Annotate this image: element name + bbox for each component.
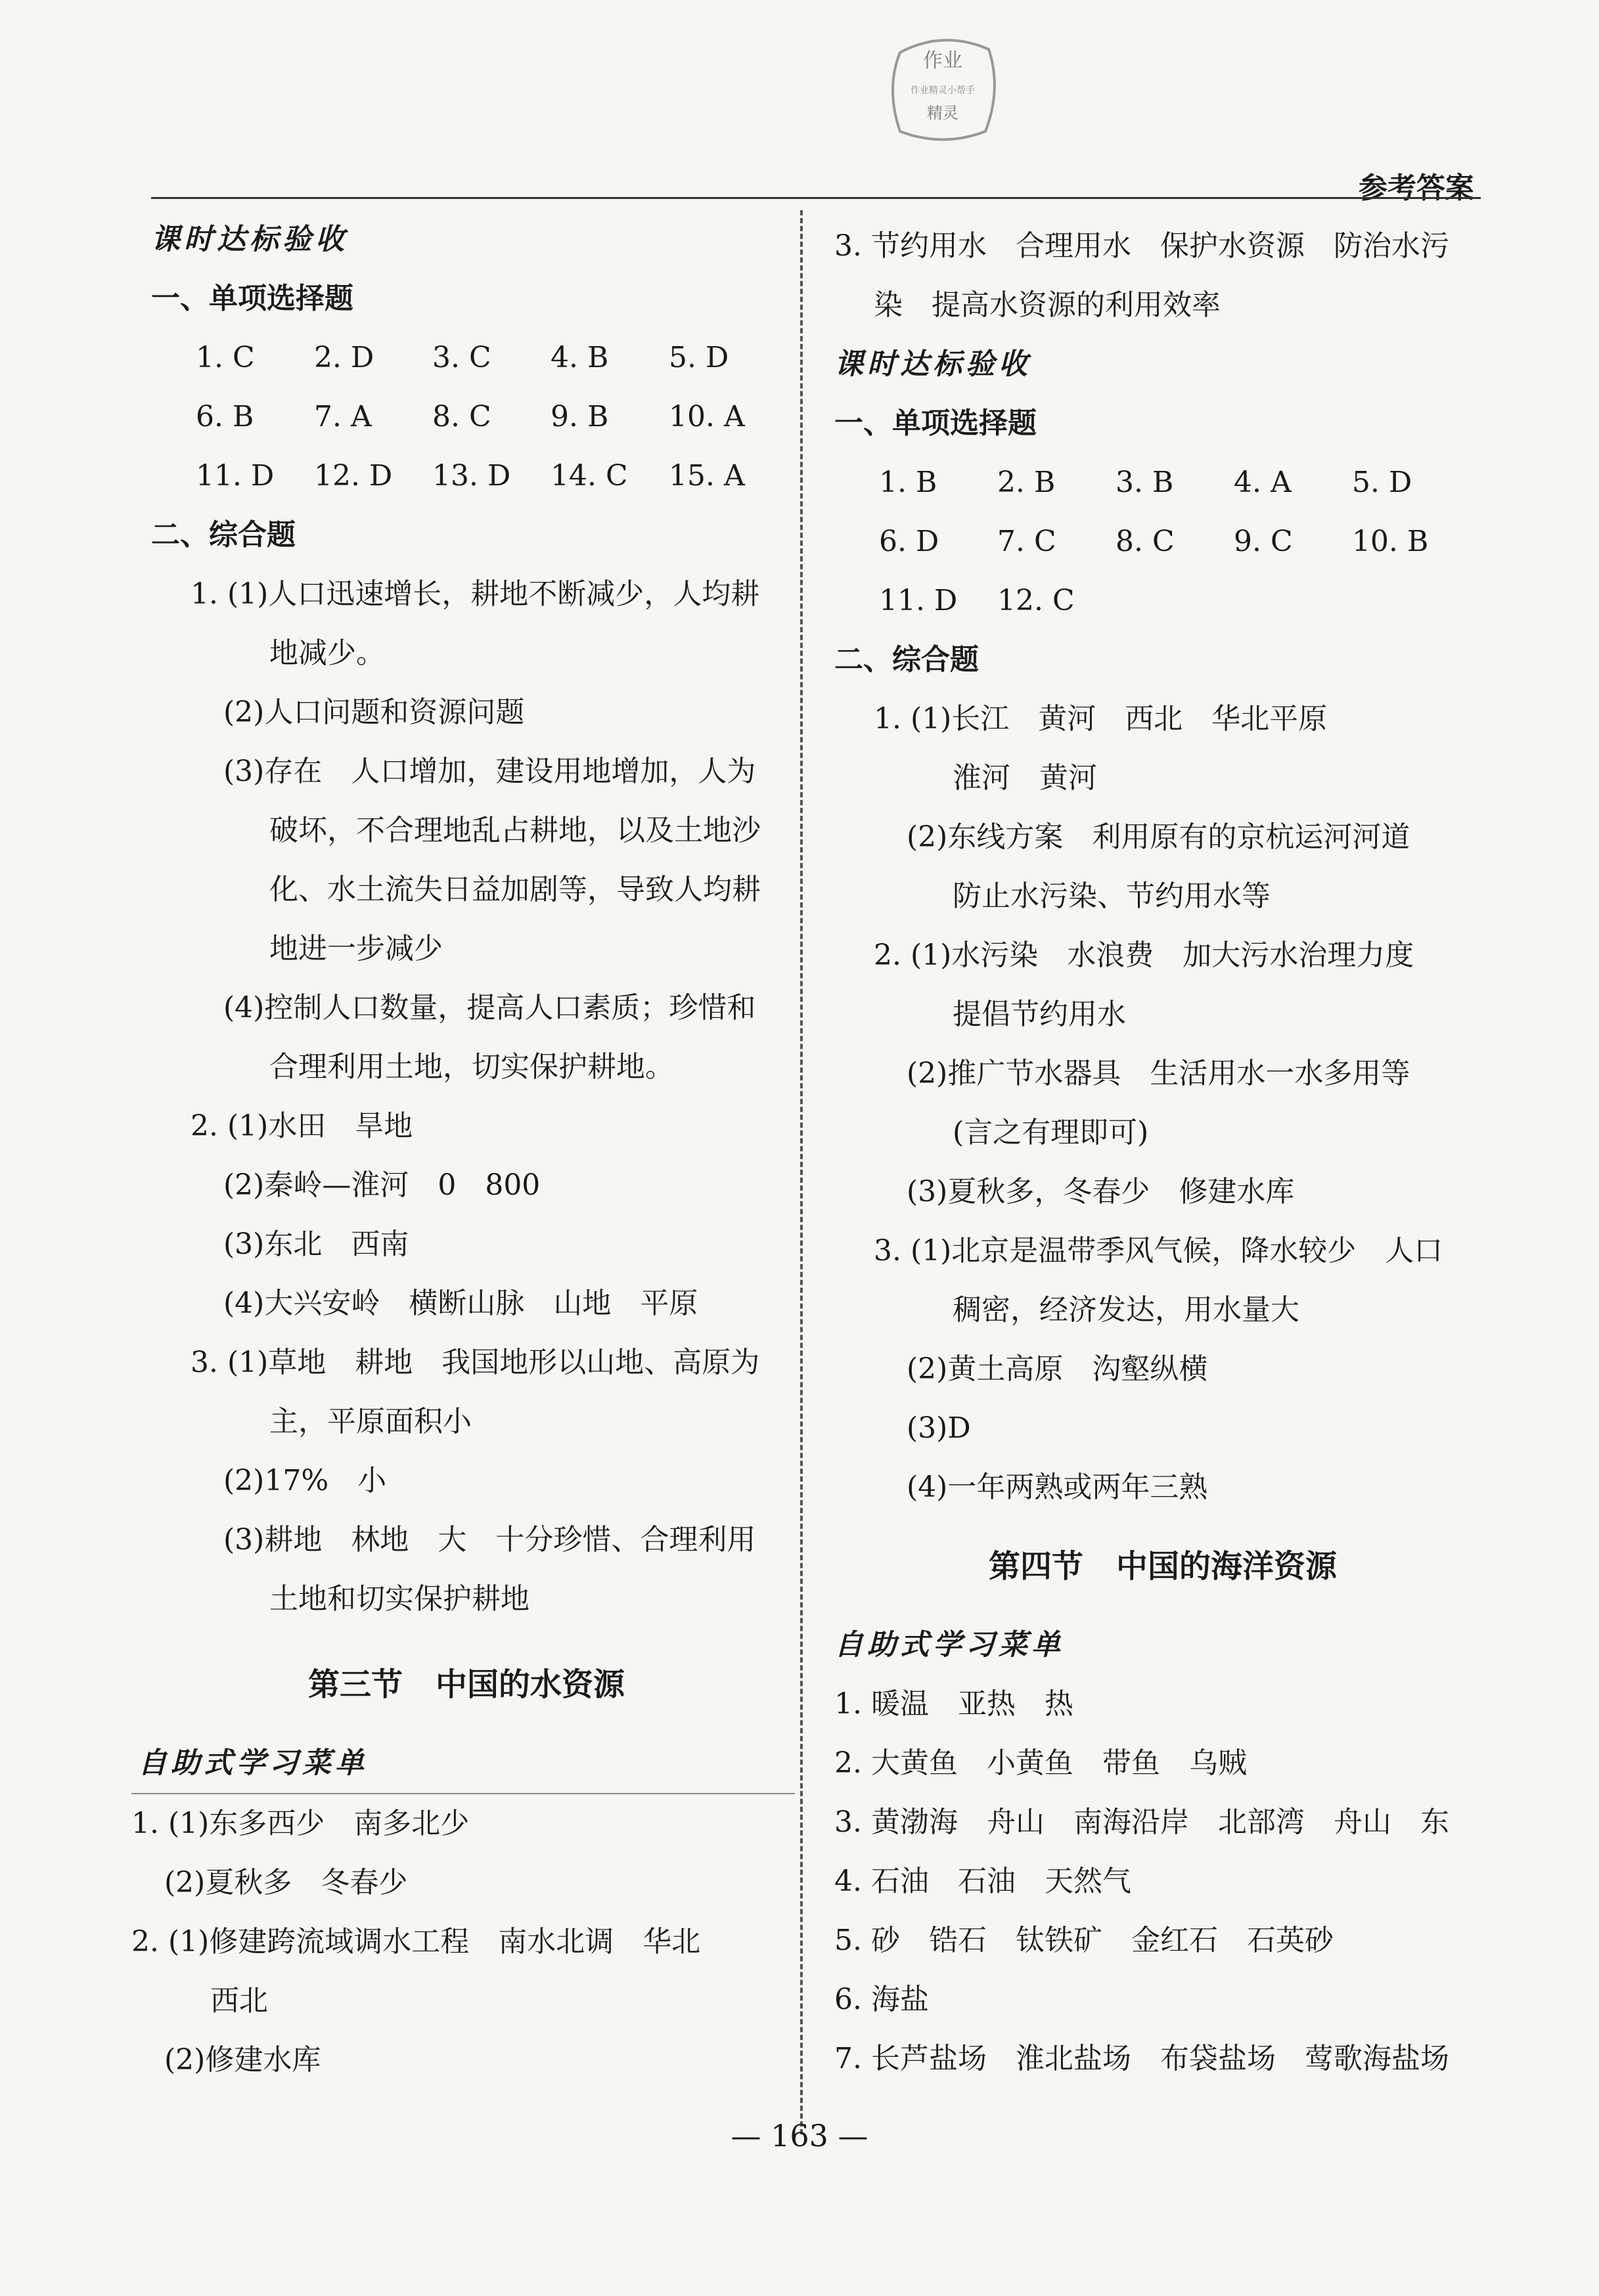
answer-item: 5. D <box>1352 466 1412 499</box>
answer-line: (2)夏秋多 冬春少 <box>164 1866 408 1899</box>
answer-item: 4. B <box>551 341 609 374</box>
chapter-heading <box>834 1537 1491 1596</box>
answer-item: 10. B <box>1352 525 1429 558</box>
answer-line: 2. (1)水污染 水浪费 加大污水治理力度 <box>874 938 1414 972</box>
answer-line: (2)东线方案 利用原有的京杭运河河道 <box>907 820 1410 854</box>
answer-line: 地减少。 <box>269 636 385 670</box>
multiple-choice-answers <box>151 328 782 506</box>
seal-text-mid: 作业精灵小帮手 <box>911 85 975 96</box>
answer-line: 稠密，经济发达，用水量大 <box>953 1293 1299 1327</box>
answer-line: (3)D <box>907 1411 971 1445</box>
answer-line: (3)夏秋多，冬春少 修建水库 <box>907 1175 1295 1208</box>
answer-line: 3. (1)草地 耕地 我国地形以山地、高原为 <box>191 1346 760 1379</box>
answer-line: 提倡节约用水 <box>953 998 1126 1031</box>
answer-line: 土地和切实保护耕地 <box>269 1582 529 1616</box>
answer-item: 5. D <box>669 341 729 374</box>
answer-item: 7. C <box>997 525 1056 558</box>
answer-item: 1. B <box>879 466 937 499</box>
answer-item: 11. D <box>879 584 958 617</box>
section-label: 课时达标验收 <box>151 223 348 256</box>
answer-item: 8. C <box>432 400 491 433</box>
column-divider <box>800 210 803 2134</box>
chapter-number: 第四节 <box>988 1548 1083 1585</box>
answer-line: (2)17% 小 <box>223 1464 387 1497</box>
answer-item: 15. A <box>669 459 745 493</box>
answer-item: 9. C <box>1234 525 1293 558</box>
section-heading: 二、综合题 <box>834 643 979 676</box>
section-label: 自助式学习菜单 <box>138 1746 368 1780</box>
page-number: — 163 — <box>731 2118 868 2153</box>
answer-line: 3. (1)北京是温带季风气候，降水较少 人口 <box>874 1234 1443 1268</box>
answer-line: (2)黄土高原 沟壑纵横 <box>907 1352 1208 1386</box>
answer-line: (4)控制人口数量，提高人口素质；珍惜和 <box>223 991 756 1025</box>
answer-line: (2)人口问题和资源问题 <box>223 695 525 729</box>
answer-line: (3)耕地 林地 大 十分珍惜、合理利用 <box>223 1523 756 1556</box>
answer-line: 西北 <box>210 1984 268 2018</box>
answer-item: 14. C <box>551 459 628 493</box>
right-column <box>834 217 1491 2088</box>
answer-line: 地进一步减少 <box>269 932 443 965</box>
answer-item: 10. A <box>669 400 745 433</box>
answer-line: (3)东北 西南 <box>223 1227 409 1261</box>
chapter-number: 第三节 <box>307 1666 403 1703</box>
answer-item: 6. B <box>196 400 254 433</box>
section-heading: 二、综合题 <box>151 518 296 552</box>
answer-line: 淮河 黄河 <box>953 761 1097 795</box>
answer-item: 3. B <box>1115 466 1174 499</box>
answer-item: 6. D <box>879 525 939 558</box>
answer-line: 7. 长芦盐场 淮北盐场 布袋盐场 莺歌海盐场 <box>834 2042 1449 2075</box>
header-title: 参考答案 <box>1359 171 1474 205</box>
answer-line: 防止水污染、节约用水等 <box>953 879 1271 913</box>
answer-line: 6. 海盐 <box>834 1983 929 2016</box>
answer-line: 合理利用土地，切实保护耕地。 <box>269 1050 674 1084</box>
answer-line: 破坏，不合理地乱占耕地，以及土地沙 <box>269 814 761 847</box>
seal-text-bottom: 精灵 <box>927 104 958 122</box>
answer-line: 染 提高水资源的利用效率 <box>874 288 1221 322</box>
answer-line: (言之有理即可) <box>953 1116 1149 1149</box>
answer-item: 12. C <box>997 584 1075 617</box>
answer-line: 4. 石油 石油 天然气 <box>834 1865 1131 1898</box>
answer-item: 9. B <box>551 400 609 433</box>
answer-line: 化、水土流失日益加剧等，导致人均耕 <box>269 873 761 906</box>
chapter-heading <box>151 1655 782 1714</box>
section-heading: 一、单项选择题 <box>834 407 1037 440</box>
answer-line: 1. (1)长江 黄河 西北 华北平原 <box>874 702 1328 736</box>
answer-line: 3. 节约用水 合理用水 保护水资源 防治水污 <box>834 229 1449 263</box>
answer-line: 2. (1)水田 旱地 <box>191 1109 413 1143</box>
answer-line: (4)大兴安岭 横断山脉 山地 平原 <box>223 1287 698 1320</box>
answer-item: 3. C <box>432 341 491 374</box>
answer-item: 8. C <box>1115 525 1175 558</box>
answer-line: 1. (1)人口迅速增长，耕地不断减少，人均耕 <box>191 577 760 611</box>
chapter-title: 中国的海洋资源 <box>1116 1548 1338 1585</box>
answer-line: 2. (1)修建跨流域调水工程 南水北调 华北 <box>131 1925 701 1958</box>
answer-line: 1. (1)东多西少 南多北少 <box>131 1807 470 1840</box>
answer-item: 11. D <box>196 459 275 493</box>
answer-item: 7. A <box>314 400 372 433</box>
answer-item: 2. B <box>997 466 1056 499</box>
answer-line: 5. 砂 锆石 钛铁矿 金红石 石英砂 <box>834 1924 1334 1957</box>
multiple-choice-answers <box>834 453 1491 630</box>
answer-line: 1. 暖温 亚热 热 <box>834 1687 1073 1721</box>
section-heading: 一、单项选择题 <box>151 282 353 315</box>
answer-item: 2. D <box>314 341 374 374</box>
chapter-title: 中国的水资源 <box>436 1666 625 1703</box>
seal-text-top: 作业 <box>923 49 962 72</box>
answer-line: 3. 黄渤海 舟山 南海沿岸 北部湾 舟山 东 <box>834 1805 1449 1839</box>
answer-line: (4)一年两熟或两年三熟 <box>907 1470 1208 1504</box>
answer-line: 2. 大黄鱼 小黄鱼 带鱼 乌贼 <box>834 1746 1247 1780</box>
answer-item: 1. C <box>196 341 255 374</box>
left-column <box>131 210 782 2090</box>
answer-item: 4. A <box>1234 466 1292 499</box>
answer-line: (3)存在 人口增加，建设用地增加，人为 <box>223 755 756 788</box>
header-divider <box>151 197 1481 199</box>
section-label: 课时达标验收 <box>834 347 1031 381</box>
publisher-seal-logo <box>880 26 1005 151</box>
answer-line: 主，平原面积小 <box>269 1405 472 1438</box>
answer-line: (2)修建水库 <box>164 2043 321 2077</box>
answer-item: 13. D <box>432 459 511 493</box>
answer-line: (2)推广节水器具 生活用水一水多用等 <box>907 1057 1410 1090</box>
answer-line: (2)秦岭—淮河 0 800 <box>223 1168 541 1202</box>
answer-item: 12. D <box>314 459 393 493</box>
section-label: 自助式学习菜单 <box>834 1628 1064 1662</box>
